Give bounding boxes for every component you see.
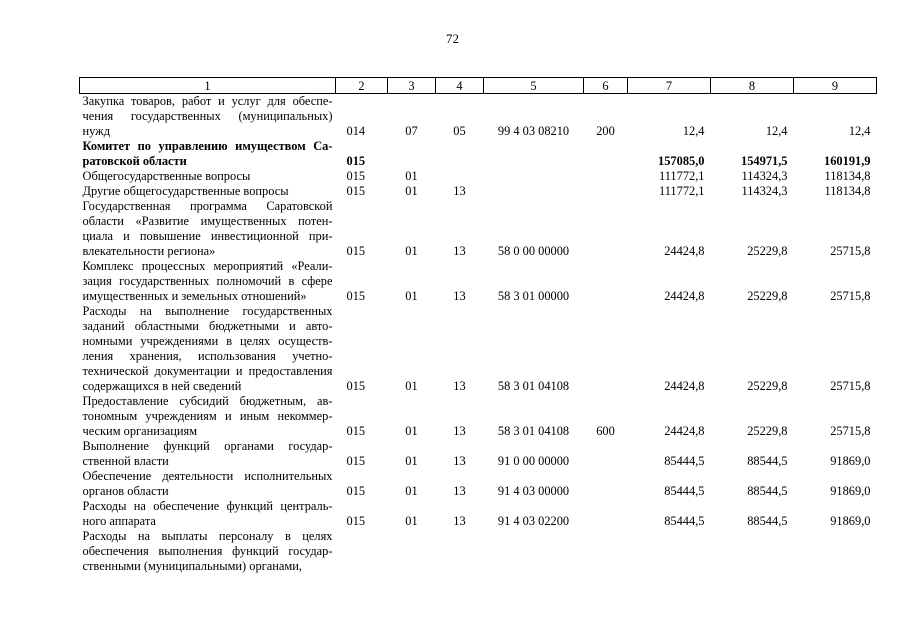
cell-amount-3: [794, 529, 877, 574]
header-col-7: 7: [628, 78, 711, 94]
table-row: [80, 259, 877, 304]
cell-amount-2: 25229,8: [747, 289, 788, 303]
cell-section: [388, 529, 436, 574]
cell-amount-1: 24424,8: [664, 424, 705, 438]
cell-section: 01: [405, 454, 418, 468]
cell-target-article: [484, 184, 584, 199]
cell-subsection: 13: [453, 454, 466, 468]
header-col-1: 1: [80, 78, 336, 94]
cell-expense-type: [584, 529, 628, 574]
cell-target-article: 91 4 03 00000: [497, 484, 570, 498]
cell-target-article: 99 4 03 08210: [497, 124, 570, 138]
cell-amount-2: [711, 529, 794, 574]
cell-target-article: 58 3 01 04108: [497, 424, 570, 438]
table-row: [80, 139, 877, 169]
row-name: Предоставление субсидий бюджетным, автономным учреждениям и иным некоммерческим организациям: [82, 394, 333, 438]
table-row: [80, 184, 877, 199]
row-name: Расходы на обеспечение функций центрального аппарата: [82, 499, 333, 528]
table-row: [80, 529, 877, 574]
cell-subsection: 13: [453, 514, 466, 528]
header-col-6: 6: [584, 78, 628, 94]
header-col-3: 3: [388, 78, 436, 94]
cell-ministry: 015: [346, 484, 366, 498]
cell-subsection: 13: [453, 184, 466, 198]
cell-expense-type: [584, 184, 628, 199]
header-col-5: 5: [484, 78, 584, 94]
header-col-2: 2: [336, 78, 388, 94]
cell-expense-type: [584, 469, 628, 499]
table-row: [80, 394, 877, 439]
cell-amount-2: 88544,5: [747, 454, 788, 468]
row-name: Обеспечение деятельности исполнительных органов области: [82, 469, 333, 498]
cell-amount-1: 111772,1: [658, 184, 705, 198]
cell-amount-1: 85444,5: [664, 454, 705, 468]
cell-section: 01: [405, 379, 418, 393]
row-name: Расходы на выполнение государственных заданий областными бюджетными и автономными учреждениями в целях осуществления хранения, использования учетно-технической документации и предоставления содержащихся в ней сведений: [82, 304, 333, 393]
cell-amount-2: 88544,5: [747, 484, 788, 498]
cell-subsection: 13: [453, 484, 466, 498]
cell-amount-3: 160191,9: [824, 154, 871, 168]
cell-ministry: [336, 529, 388, 574]
cell-amount-1: 12,4: [682, 124, 705, 138]
cell-target-article: 91 0 00 00000: [497, 454, 570, 468]
table-row: [80, 304, 877, 394]
table-row: [80, 169, 877, 184]
cell-target-article: [484, 139, 584, 169]
cell-amount-3: 118134,8: [824, 184, 871, 198]
row-name: Выполнение функций органами государственной власти: [82, 439, 333, 468]
cell-amount-1: 24424,8: [664, 379, 705, 393]
cell-amount-1: 24424,8: [664, 244, 705, 258]
cell-expense-type: 600: [596, 424, 615, 438]
cell-subsection: [436, 139, 484, 169]
cell-amount-3: 12,4: [848, 124, 871, 138]
row-name: Закупка товаров, работ и услуг для обеспечения государственных (муниципальных) нужд: [82, 94, 333, 138]
cell-subsection: 13: [453, 424, 466, 438]
cell-section: 01: [405, 169, 418, 183]
cell-ministry: 014: [346, 124, 366, 138]
cell-amount-3: 118134,8: [824, 169, 871, 183]
cell-expense-type: 200: [596, 124, 615, 138]
cell-expense-type: [584, 139, 628, 169]
cell-subsection: [436, 169, 484, 184]
cell-amount-3: 91869,0: [830, 514, 871, 528]
cell-amount-2: 154971,5: [741, 154, 788, 168]
cell-amount-1: 157085,0: [658, 154, 705, 168]
cell-amount-2: 88544,5: [747, 514, 788, 528]
table-row: [80, 199, 877, 259]
cell-subsection: 13: [453, 244, 466, 258]
cell-target-article: 58 0 00 00000: [497, 244, 570, 258]
cell-expense-type: [584, 169, 628, 184]
cell-subsection: 13: [453, 289, 466, 303]
cell-section: [388, 139, 436, 169]
cell-expense-type: [584, 199, 628, 259]
cell-amount-1: 85444,5: [664, 484, 705, 498]
cell-amount-3: 25715,8: [830, 289, 871, 303]
header-col-4: 4: [436, 78, 484, 94]
cell-amount-3: 91869,0: [830, 454, 871, 468]
cell-amount-1: 24424,8: [664, 289, 705, 303]
cell-amount-1: [628, 529, 711, 574]
cell-section: 01: [405, 484, 418, 498]
cell-ministry: 015: [346, 169, 366, 183]
cell-amount-2: 114324,3: [741, 184, 788, 198]
cell-target-article: 58 3 01 04108: [497, 379, 570, 393]
table-row: [80, 439, 877, 469]
cell-ministry: 015: [346, 154, 366, 168]
cell-expense-type: [584, 304, 628, 394]
cell-ministry: 015: [346, 424, 366, 438]
cell-expense-type: [584, 439, 628, 469]
row-name: Комитет по управлению имуществом Саратовской области: [82, 139, 333, 168]
cell-ministry: 015: [346, 244, 366, 258]
cell-amount-3: 91869,0: [830, 484, 871, 498]
cell-section: 01: [405, 184, 418, 198]
cell-amount-2: 25229,8: [747, 244, 788, 258]
header-col-8: 8: [711, 78, 794, 94]
cell-ministry: 015: [346, 514, 366, 528]
cell-amount-3: 25715,8: [830, 424, 871, 438]
cell-expense-type: [584, 499, 628, 529]
cell-target-article: 91 4 03 02200: [497, 514, 570, 528]
cell-expense-type: [584, 259, 628, 304]
table-row: [80, 499, 877, 529]
cell-section: 01: [405, 244, 418, 258]
cell-amount-1: 85444,5: [664, 514, 705, 528]
cell-ministry: 015: [346, 379, 366, 393]
cell-subsection: 13: [453, 379, 466, 393]
cell-ministry: 015: [346, 454, 366, 468]
header-row: [80, 78, 877, 94]
row-name: Другие общегосударственные вопросы: [82, 184, 289, 198]
cell-target-article: [484, 169, 584, 184]
cell-ministry: 015: [346, 289, 366, 303]
cell-amount-1: 111772,1: [658, 169, 705, 183]
cell-section: 01: [405, 424, 418, 438]
table-row: [80, 469, 877, 499]
cell-amount-2: 12,4: [765, 124, 788, 138]
cell-amount-2: 25229,8: [747, 424, 788, 438]
cell-subsection: [436, 529, 484, 574]
cell-amount-2: 114324,3: [741, 169, 788, 183]
row-name: Государственная программа Саратовской области «Развитие имущественных потенциала и повышение инвестиционной привлекательности региона»: [82, 199, 333, 258]
header-col-9: 9: [794, 78, 877, 94]
cell-subsection: 05: [453, 124, 466, 138]
cell-target-article: 58 3 01 00000: [497, 289, 570, 303]
cell-amount-2: 25229,8: [747, 379, 788, 393]
page-number: 72: [446, 31, 459, 46]
table-row: [80, 94, 877, 140]
cell-section: 01: [405, 514, 418, 528]
cell-amount-3: 25715,8: [830, 244, 871, 258]
budget-table: [79, 77, 877, 574]
cell-section: 07: [405, 124, 418, 138]
cell-amount-3: 25715,8: [830, 379, 871, 393]
cell-target-article: [484, 529, 584, 574]
cell-section: 01: [405, 289, 418, 303]
row-name: Комплекс процессных мероприятий «Реализация государственных полномочий в сфере имущественных и земельных отношений»: [82, 259, 333, 303]
cell-ministry: 015: [346, 184, 366, 198]
row-name: Общегосударственные вопросы: [82, 169, 251, 183]
row-name: Расходы на выплаты персоналу в целях обеспечения выполнения функций государственными (муниципальными) органами,: [82, 529, 333, 573]
